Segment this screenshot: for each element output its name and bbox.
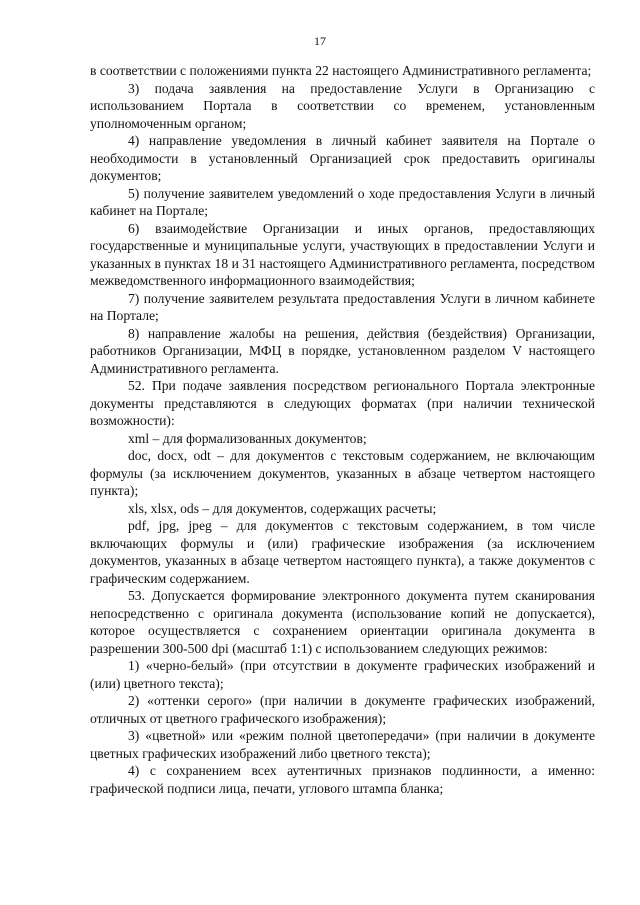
clause-52: 52. При подаче заявления посредством регионального Портала электронные документы представляются в следующих форматах (при наличии технической возможности): <box>90 378 595 428</box>
scan-mode-1: 1) «черно-белый» (при отсутствии в документе графических изображений и (или) цветного текста); <box>90 658 595 691</box>
scan-mode-2: 2) «оттенки серого» (при наличии в документе графических изображений, отличных от цветного графического изображения); <box>90 693 595 726</box>
list-item-5: 5) получение заявителем уведомлений о ходе предоставления Услуги в личный кабинет на Портале; <box>90 185 595 218</box>
format-doc: doc, docx, odt – для документов с текстовым содержанием, не включающим формулы (за исключением документов, указанных в абзаце четвертом настоящего пункта); <box>90 448 595 498</box>
document-body <box>90 62 595 797</box>
list-item-4: 4) направление уведомления в личный кабинет заявителя на Портале о необходимости в установленный Организацией срок предоставить оригиналы документов; <box>90 133 595 183</box>
list-item-3: 3) подача заявления на предоставление Услуги в Организацию с использованием Портала в соответствии со временем, установленным уполномоченным органом; <box>90 80 595 131</box>
format-xml: xml – для формализованных документов; <box>128 430 367 446</box>
format-xls: xls, xlsx, ods – для документов, содержащих расчеты; <box>128 500 437 516</box>
list-item-6: 6) взаимодействие Организации и иных органов, предоставляющих государственные и муниципальные услуги, участвующих в предоставлении Услуги и указанных в пунктах 18 и 31 настоящего Административного регламента, посредством межведомственного информационного взаимодействия; <box>90 220 595 288</box>
format-pdf: pdf, jpg, jpeg – для документов с текстовым содержанием, в том числе включающих формулы и (или) графические изображения (за исключением документов, указанных в абзаце четвертом настоящего пункта), а также документов с графическим содержанием. <box>90 518 595 586</box>
list-item-8: 8) направление жалобы на решения, действия (бездействия) Организации, работников Организации, МФЦ в порядке, установленном разделом V настоящего Административного регламента. <box>90 325 595 376</box>
paragraph-continuation: в соответствии с положениями пункта 22 настоящего Административного регламента; <box>90 63 592 78</box>
clause-53: 53. Допускается формирование электронного документа путем сканирования непосредственно с оригинала документа (использование копий не допускается), которое осуществляется с сохранением ориентации оригинала документа в разрешении 300-500 dpi (масштаб 1:1) с использованием следующих режимов: <box>90 588 595 656</box>
list-item-7: 7) получение заявителем результата предоставления Услуги в личном кабинете на Портале; <box>90 290 595 323</box>
scan-mode-3: 3) «цветной» или «режим полной цветопередачи» (при наличии в документе цветных графических изображений либо цветного текста); <box>90 728 595 761</box>
page-number: 17 <box>314 34 326 48</box>
scan-mode-4: 4) с сохранением всех аутентичных признаков подлинности, а именно: графической подписи лица, печати, углового штампа бланка; <box>90 763 595 796</box>
